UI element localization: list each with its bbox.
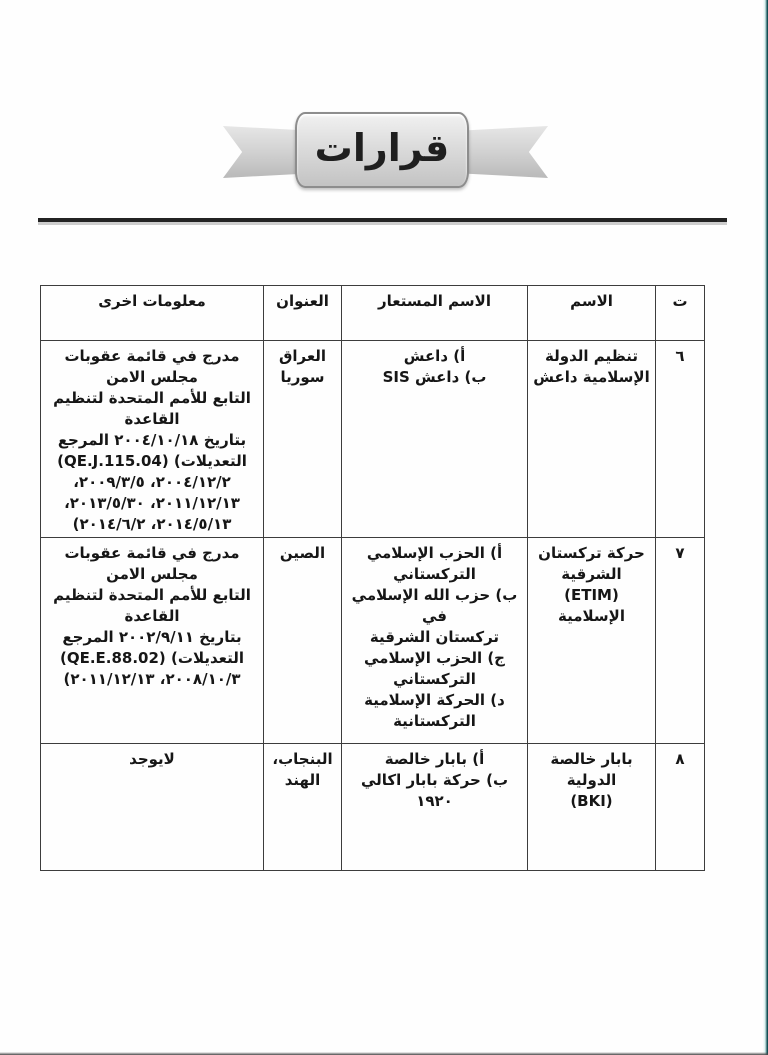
row-number: ٧ xyxy=(656,538,705,744)
decisions-banner xyxy=(223,110,548,190)
alias-cell: أ) بابار خالصة ب) حركة بابار اكالي ١٩٢٠ xyxy=(342,744,528,871)
info-cell: مدرج في قائمة عقوبات مجلس الامن التابع للأمم المتحدة لتنظيم القاعدة بتاريخ ٢٠٠٤/١٠/١٨ المرجع (QE.J.115.04) (التعديلات ٢٠٠٤/١٢/٢، ٢٠٠٩/٣/٥، ٢٠١١/١٢/١٣، ٢٠١٣/٥/٣٠، ٢٠١٤/٥/١٣، ٢٠١٤/٦/٢) xyxy=(41,341,264,538)
column-header-alias: الاسم المستعار xyxy=(342,286,528,341)
info-cell: مدرج في قائمة عقوبات مجلس الامن التابع للأمم المتحدة لتنظيم القاعدة بتاريخ ٢٠٠٢/٩/١١ المرجع (QE.E.88.02) (التعديلات ٢٠٠٨/١٠/٣، ٢٠١١/١٢/١٣) xyxy=(41,538,264,744)
horizontal-rule xyxy=(38,218,727,222)
info-cell: لايوجد xyxy=(41,744,264,871)
column-header-address: العنوان xyxy=(264,286,342,341)
row-number: ٦ xyxy=(656,341,705,538)
alias-cell: أ) الحزب الإسلامي التركستاني ب) حزب الله الإسلامي في تركستان الشرقية ج) الحزب الإسلامي التركستاني د) الحركة الإسلامية التركستانية xyxy=(342,538,528,744)
name-cell: حركة تركستان الشرقية (ETIM) الإسلامية xyxy=(528,538,656,744)
address-cell: الصين xyxy=(264,538,342,744)
table-row xyxy=(41,744,705,871)
table-row xyxy=(41,538,705,744)
name-cell: بابار خالصة الدولية (BKI) xyxy=(528,744,656,871)
address-cell: العراق سوريا xyxy=(264,341,342,538)
column-header-no: ت xyxy=(656,286,705,341)
row-number: ٨ xyxy=(656,744,705,871)
name-cell: تنظيم الدولة الإسلامية داعش xyxy=(528,341,656,538)
column-header-name: الاسم xyxy=(528,286,656,341)
table-row xyxy=(41,341,705,538)
table-header-row xyxy=(41,286,705,341)
address-cell: البنجاب، الهند xyxy=(264,744,342,871)
alias-cell: أ) داعش ب) داعش SIS xyxy=(342,341,528,538)
banner-title-box xyxy=(295,112,469,188)
decisions-table xyxy=(40,285,705,871)
column-header-info: معلومات اخرى xyxy=(41,286,264,341)
ribbon-right-tail xyxy=(461,126,548,178)
banner-title: قرارات xyxy=(314,126,450,170)
scan-edge-right xyxy=(763,0,768,1055)
